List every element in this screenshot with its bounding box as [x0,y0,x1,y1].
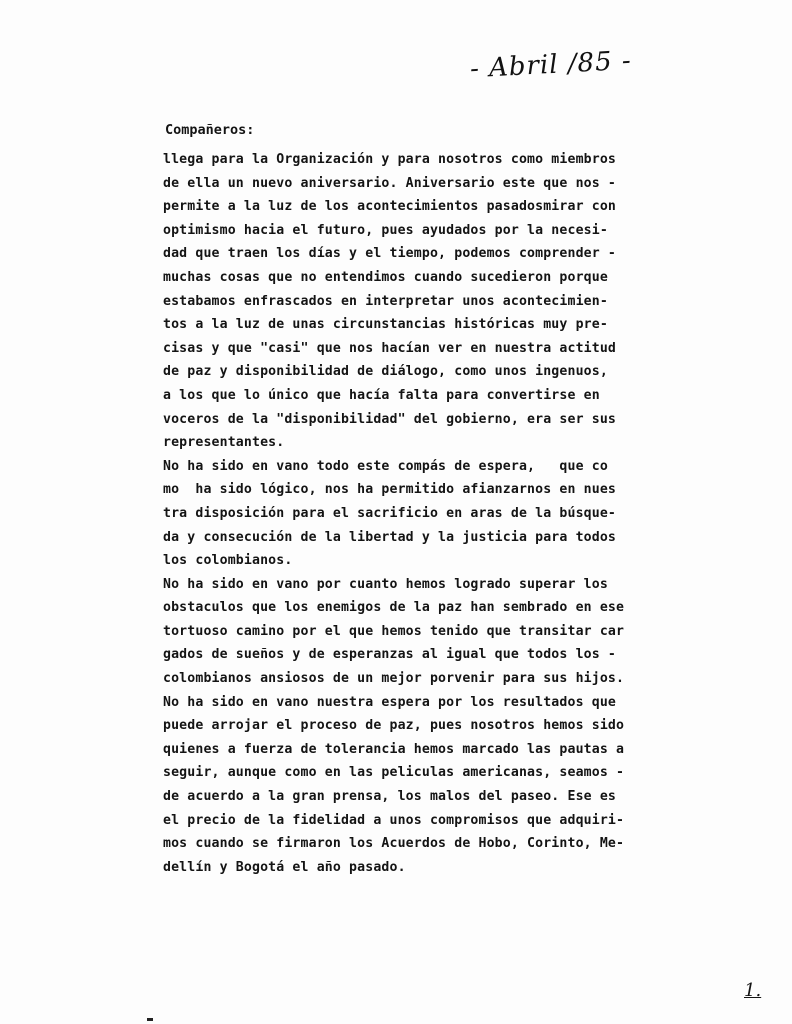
text-line: gados de sueños y de esperanzas al igual que todos los - [163,647,617,663]
text-line: quienes a fuerza de tolerancia hemos marcado las pautas a [163,741,625,757]
text-line: estabamos enfrascados en interpretar unos acontecimien- [163,293,608,309]
text-line: tos a la luz de unas circunstancias históricas muy pre- [163,317,608,333]
page-number: 1. [744,980,762,1001]
salutation: Compañeros: [165,122,255,138]
text-line: representantes. [163,435,285,451]
handwritten-date: - Abril /85 - [469,45,633,85]
text-line: permite a la luz de los acontecimientos pasadosmirar con [163,199,617,215]
text-line: No ha sido en vano nuestra espera por los resultados que [163,694,617,710]
text-line: muchas cosas que no entendimos cuando sucedieron porque [163,269,608,285]
text-line: cisas y que "casi" que nos hacían ver en nuestra actitud [163,340,617,356]
text-line: optimismo hacia el futuro, pues ayudados por la necesi- [163,222,608,238]
text-line: dad que traen los días y el tiempo, podemos comprender - [163,246,617,262]
text-line: No ha sido en vano todo este compás de espera, que co [163,458,608,474]
stray-ink-mark [147,1018,153,1021]
text-line: colombianos ansiosos de un mejor porvenir para sus hijos. [163,671,625,687]
text-line: los colombianos. [163,553,293,569]
text-line: voceros de la "disponibilidad" del gobierno, era ser sus [163,411,617,427]
text-line: tortuoso camino por el que hemos tenido que transitar car [163,623,625,639]
text-line: de paz y disponibilidad de diálogo, como unos ingenuos, [163,364,608,380]
text-line: obstaculos que los enemigos de la paz han sembrado en ese [163,600,625,616]
text-line: da y consecución de la libertad y la justicia para todos [163,529,617,545]
text-line: llega para la Organización y para nosotros como miembros [163,152,617,167]
text-line: puede arrojar el proceso de paz, pues nosotros hemos sido [163,718,625,734]
text-line: mo ha sido lógico, nos ha permitido afianzarnos en nues [163,482,617,498]
text-line: el precio de la fidelidad a unos compromisos que adquiri- [163,812,625,828]
text-line: a los que lo único que hacía falta para convertirse en [163,387,600,403]
text-line: de ella un nuevo aniversario. Aniversario este que nos - [163,175,617,191]
text-line: tra disposición para el sacrificio en aras de la búsque- [163,505,617,521]
letter-body [163,148,723,879]
text-line: No ha sido en vano por cuanto hemos logrado superar los [163,576,608,592]
text-line: dellín y Bogotá el año pasado. [163,859,406,875]
text-line: mos cuando se firmaron los Acuerdos de Hobo, Corinto, Me- [163,836,625,852]
text-line: seguir, aunque como en las peliculas americanas, seamos - [163,765,625,781]
text-line: de acuerdo a la gran prensa, los malos del paseo. Ese es [163,789,617,805]
